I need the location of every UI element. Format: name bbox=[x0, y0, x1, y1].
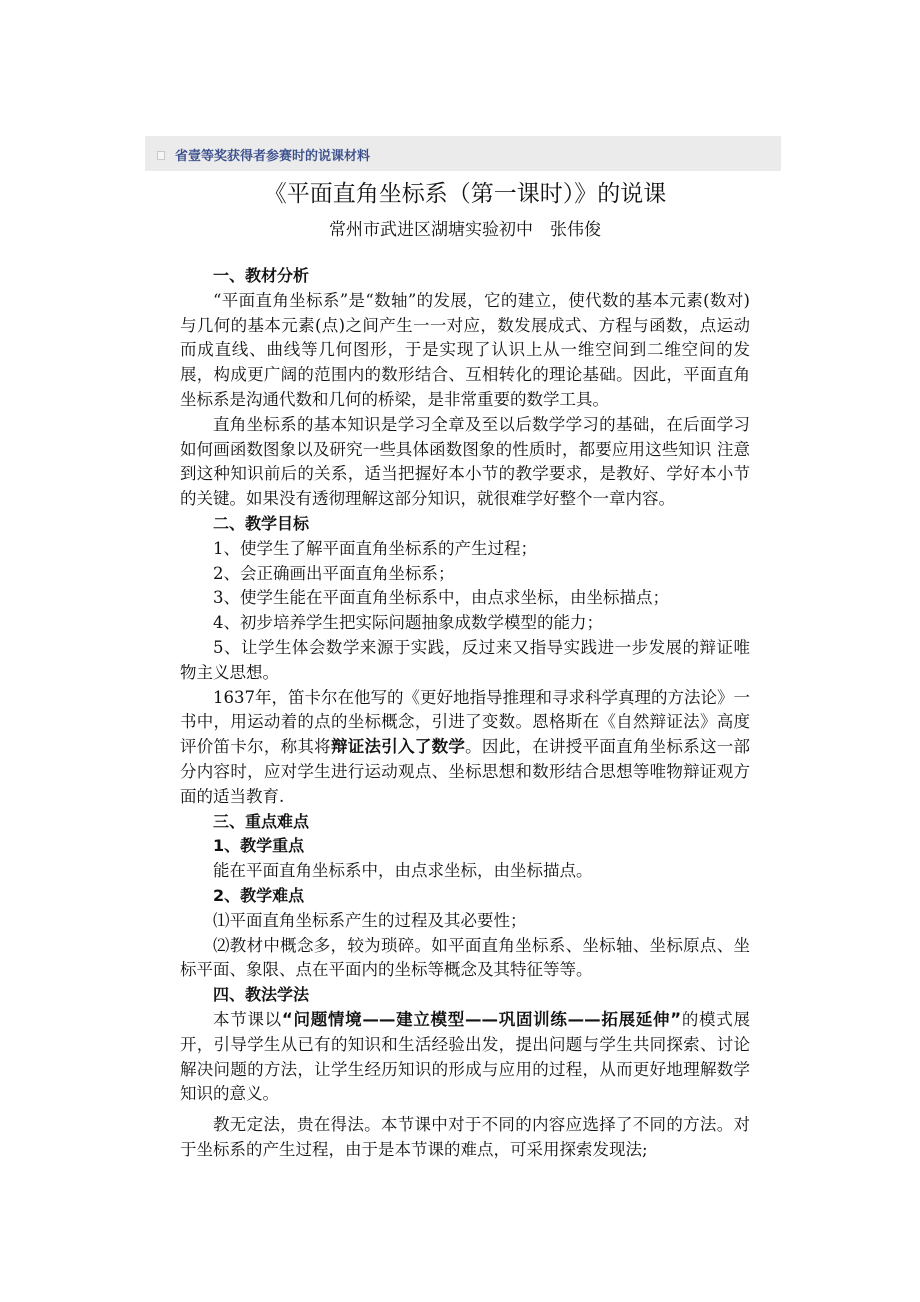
document-body bbox=[180, 176, 750, 1163]
paragraph: 直角坐标系的基本知识是学习全章及至以后数学学习的基础，在后面学习如何画函数图象以及研究一些具体函数图象的性质时，都要应用这些知识 注意到这种知识前后的关系，适当把握好本小节的教学要求，是教好、学好本小节的关键。如果没有透彻理解这部分知识，就很难学好整个一章内容。 bbox=[180, 414, 750, 509]
emphasis-text: “问题情境——建立模型——巩固训练——拓展延伸” bbox=[281, 1009, 682, 1029]
paragraph bbox=[180, 1008, 750, 1107]
paragraph: 教无定法，贵在得法。本节课中对于不同的内容应选择了不同的方法。对于坐标系的产生过程，由于是本节课的难点，可采用探索发现法; bbox=[180, 1115, 750, 1159]
section-heading-2: 二、教学目标 bbox=[213, 513, 310, 533]
list-item: 1、使学生了解平面直角坐标系的产生过程； bbox=[213, 538, 537, 558]
author-line: 常州市武进区湖塘实验初中 张伟俊 bbox=[329, 220, 601, 240]
content bbox=[180, 264, 750, 1163]
list-item: 4、初步培养学生把实际问题抽象成数学模型的能力； bbox=[213, 613, 603, 633]
section-heading-4: 四、教法学法 bbox=[213, 985, 310, 1005]
paragraph: 能在平面直角坐标系中，由点求坐标，由坐标描点。 bbox=[213, 861, 593, 881]
list-item: 3、使学生能在平面直角坐标系中，由点求坐标，由坐标描点； bbox=[213, 588, 669, 608]
section-heading-3: 三、重点难点 bbox=[213, 811, 310, 831]
paragraph-text: 1637年，笛卡尔在他写的《更好地指导推理和寻求科学真理的方法论》一书中，用运动着的点的坐标概念，引进了变数。恩格斯在《自然辩证法》高度评价笛卡尔，称其将 bbox=[180, 687, 750, 757]
subheading: 1、教学重点 bbox=[213, 836, 305, 856]
page-title: 《平面直角坐标系（第一课时）》的说课 bbox=[263, 181, 667, 207]
list-item: 2、会正确画出平面直角坐标系； bbox=[213, 563, 455, 583]
list-item: ⑴平面直角坐标系产生的过程及其必要性； bbox=[213, 910, 527, 930]
header-banner bbox=[145, 136, 781, 171]
paragraph-text: 的模式展开，引导学生从已有的知识和生活经验出发，提出问题与学生共同探索、讨论解决问题的方法，让学生经历知识的形成与应用的过程，从而更好地理解数学知识的意义。 bbox=[180, 1009, 750, 1104]
list-item: ⑵教材中概念多，较为琐碎。如平面直角坐标系、坐标轴、坐标原点、坐标平面、象限、点在平面内的坐标等概念及其特征等等。 bbox=[180, 935, 750, 980]
paragraph-text: 。因此，在讲授平面直角坐标系这一部分内容时，应对学生进行运动观点、坐标思想和数形结合思想等唯物辩证观方面的适当教育. bbox=[180, 737, 751, 806]
subheading: 2、教学难点 bbox=[213, 885, 305, 905]
list-item: 5、让学生体会数学来源于实践，反过来又指导实践进一步发展的辩证唯物主义思想。 bbox=[180, 637, 750, 682]
document-icon bbox=[157, 151, 165, 160]
paragraph: “平面直角坐标系”是“数轴”的发展，它的建立，使代数的基本元素(数对)与几何的基本元素(点)之间产生一一对应，数发展成式、方程与函数，点运动而成直线、曲线等几何图形，于是实现了认识上从一维空间到二维空间的发展，构成更广阔的范围内的数形结合、互相转化的理论基础。因此，平面直角坐标系是沟通代数和几何的桥梁，是非常重要的数学工具。 bbox=[180, 290, 750, 409]
banner-title: 省壹等奖获得者参赛时的说课材料 bbox=[175, 149, 371, 164]
emphasis-text: 辩证法引入了数学 bbox=[330, 737, 466, 757]
section-heading-1: 一、教材分析 bbox=[213, 266, 310, 285]
paragraph-text: 本节课以 bbox=[213, 1009, 282, 1029]
paragraph bbox=[180, 686, 750, 810]
